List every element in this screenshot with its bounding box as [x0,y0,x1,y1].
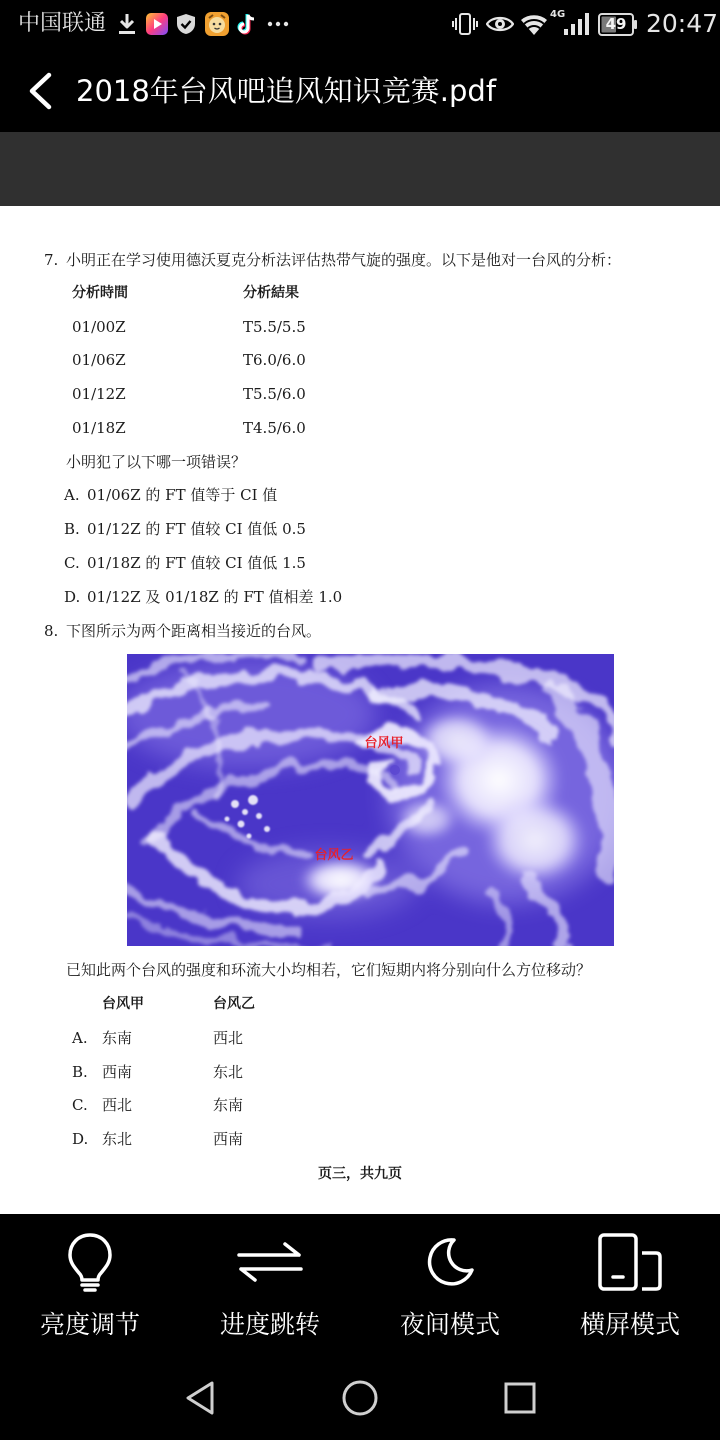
nav-back-button[interactable] [160,1374,240,1422]
night-mode-button[interactable] [360,1214,540,1360]
home-circle-icon [341,1379,379,1417]
battery-level: 49 [605,15,627,33]
typhoon-a-label: 台风甲 [364,736,404,751]
moon-icon [424,1236,476,1288]
q8-option-label: C. [72,1096,88,1114]
page-footer: 页三，共九页 [318,1166,402,1182]
q8-number: 8. [44,622,59,640]
q7-row-time: 01/18Z [72,419,126,437]
q8-option-typhoon-a: 西南 [102,1063,133,1081]
brightness-button[interactable] [0,1214,180,1360]
q8-stem: 下图所示为两个距离相当接近的台风。 [66,622,322,640]
wifi-icon [519,12,549,36]
q8-option-typhoon-a: 东北 [102,1130,133,1148]
q7-stem: 小明正在学习使用德沃夏克分析法评估热带气旋的强度。以下是他对一台风的分析： [66,251,622,269]
vibrate-icon [452,12,478,36]
more-dots-icon [266,20,290,28]
recents-square-icon [503,1381,537,1415]
typhoon-eye [390,765,400,775]
q8-option-label: A. [72,1029,88,1047]
nav-recents-button[interactable] [480,1374,560,1422]
q8-option-typhoon-b: 东北 [213,1063,244,1081]
q7-option-label: D. [64,588,81,606]
q7-option-text: 01/12Z 的 FT 值较 CI 值低 0.5 [87,520,306,538]
nav-home-button[interactable] [320,1374,400,1422]
q7-option-text: 01/18Z 的 FT 值较 CI 值低 1.5 [87,554,306,572]
q7-header-time: 分析時間 [72,285,128,301]
carrier-name: 中国联通 [18,11,107,36]
q7-option-text: 01/12Z 及 01/18Z 的 FT 值相差 1.0 [87,588,343,606]
q7-row-result: T5.5/6.0 [243,385,306,403]
network-type: 4G [550,9,566,20]
q7-row-time: 01/00Z [72,318,126,336]
q8-option-typhoon-a: 西北 [102,1096,133,1114]
q8-question: 已知此两个台风的强度和环流大小均相若，它们短期内将分别向什么方位移动？ [66,961,592,979]
signal-icon [563,12,589,36]
typhoon-b-label: 台风乙 [314,848,354,863]
download-icon [117,13,137,36]
title-bar [0,50,720,132]
pdf-page [0,206,720,1214]
q8-option-typhoon-b: 西北 [213,1029,244,1047]
q7-question: 小明犯了以下哪一项错误？ [66,453,247,471]
q7-option-label: C. [64,554,80,572]
chevron-left-icon [27,72,53,110]
back-triangle-icon [184,1380,216,1416]
q7-row-result: T6.0/6.0 [243,351,306,369]
back-button[interactable] [20,68,60,114]
q7-row-result: T5.5/5.5 [243,318,306,336]
satellite-image [127,654,614,946]
clock: 20:47 [646,9,719,38]
q8-header-typhoon-b: 台风乙 [213,996,255,1012]
battery-indicator [598,13,638,36]
q8-option-typhoon-b: 东南 [213,1096,244,1114]
q7-option-label: A. [64,486,80,504]
q7-option-label: B. [64,520,80,538]
q8-option-label: B. [72,1063,88,1081]
brightness-label: 亮度调节 [39,1310,140,1339]
navigation-bar [0,1360,720,1440]
q8-option-label: D. [72,1130,89,1148]
satellite-figure [127,654,614,946]
page-gap [0,132,720,206]
video-app-icon [146,13,168,35]
landscape-mode-label: 横屏模式 [579,1310,680,1339]
q8-header-typhoon-a: 台风甲 [102,996,144,1012]
q8-option-typhoon-b: 西南 [213,1130,244,1148]
jump-progress-label: 进度跳转 [219,1310,320,1339]
landscape-mode-button[interactable] [540,1214,720,1360]
rotate-screen-icon [598,1233,662,1291]
q7-row-time: 01/12Z [72,385,126,403]
swap-arrows-icon [237,1242,303,1282]
q7-header-result: 分析結果 [243,285,299,301]
night-mode-label: 夜间模式 [399,1310,500,1339]
tiktok-icon [236,13,256,35]
mascot-app-icon [205,12,229,36]
q7-option-text: 01/06Z 的 FT 值等于 CI 值 [87,486,278,504]
document-title: 2018年台风吧追风知识竞赛.pdf [76,74,497,108]
q7-row-time: 01/06Z [72,351,126,369]
q7-row-result: T4.5/6.0 [243,419,306,437]
eye-comfort-icon [486,14,514,34]
status-bar [0,0,720,50]
jump-progress-button[interactable] [180,1214,360,1360]
reader-toolbar [0,1214,720,1360]
q8-option-typhoon-a: 东南 [102,1029,133,1047]
lightbulb-icon [66,1232,114,1292]
shield-check-icon [176,13,196,35]
q7-number: 7. [44,251,59,269]
